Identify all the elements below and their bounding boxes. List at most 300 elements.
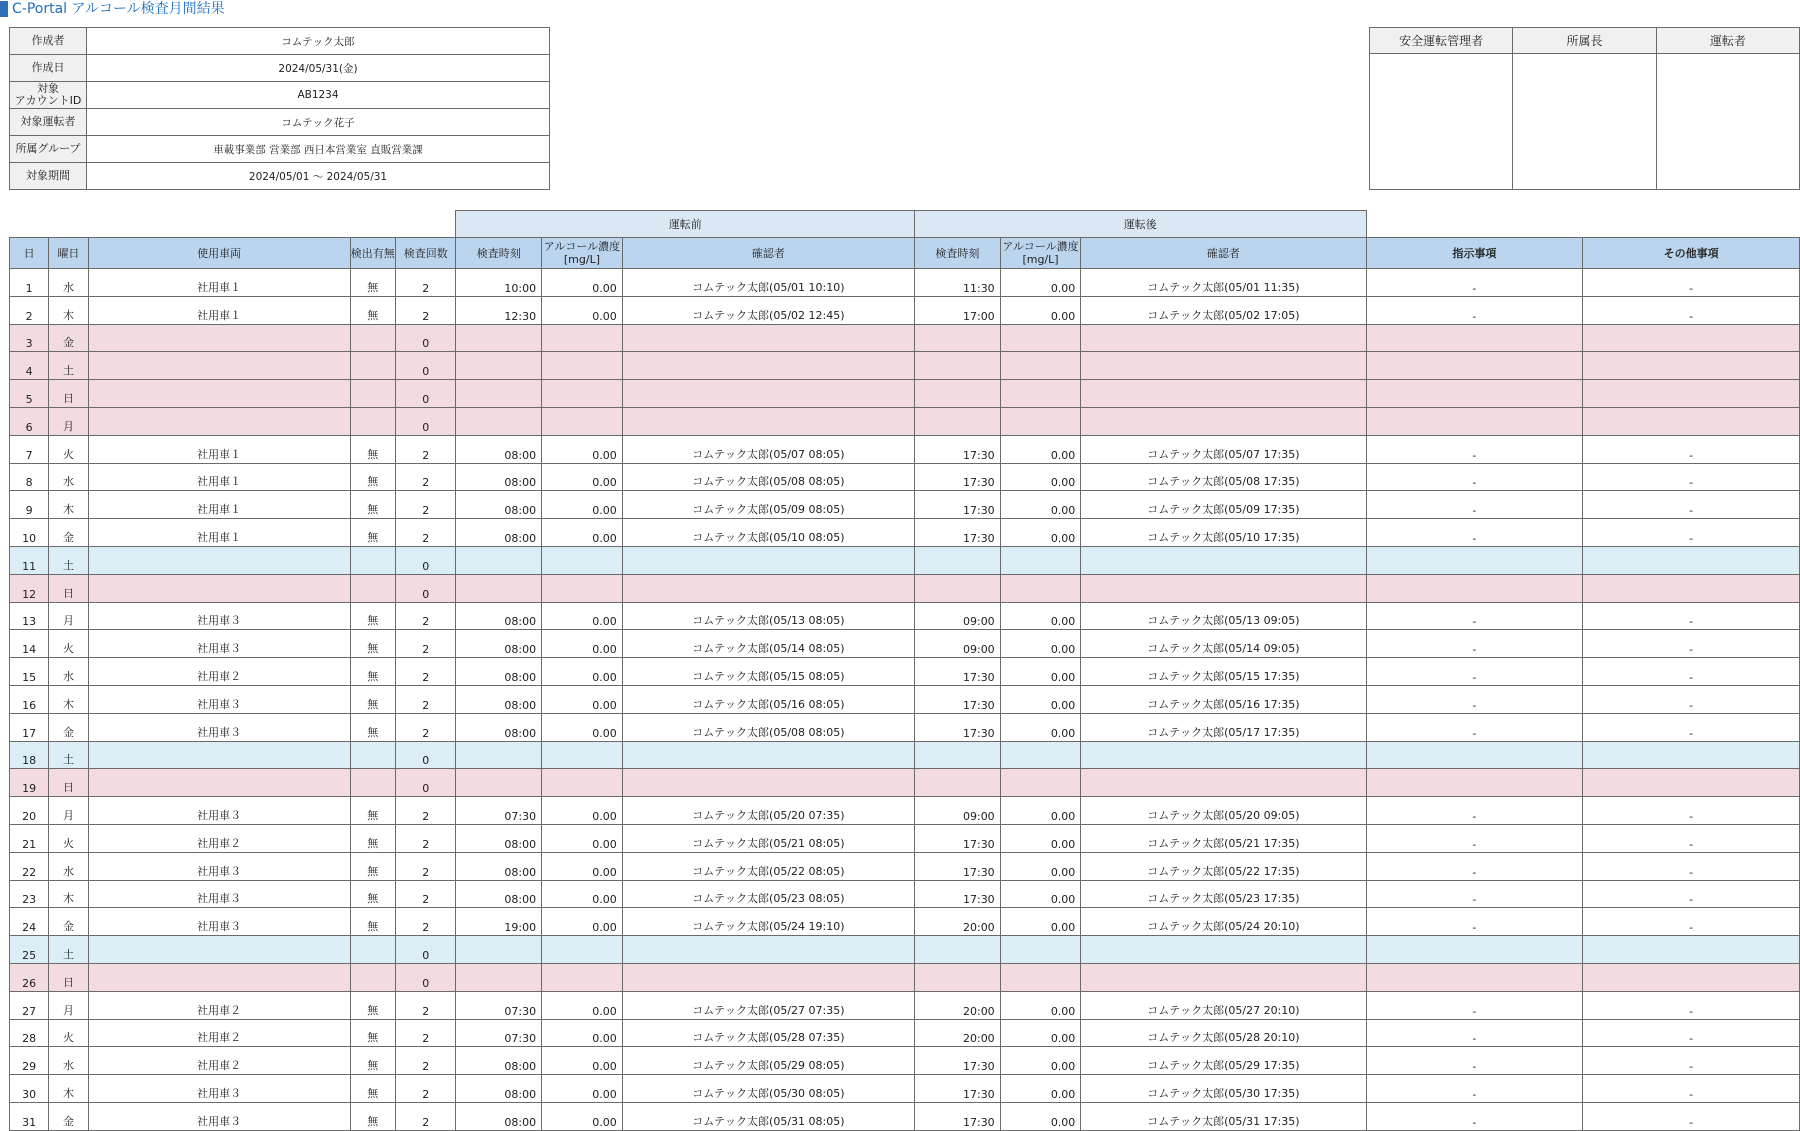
cell-day: 20 xyxy=(10,797,49,825)
table-row xyxy=(10,908,1800,936)
cell-before-time: 08:00 xyxy=(456,630,542,658)
cell-weekday: 土 xyxy=(49,936,88,964)
cell-other: - xyxy=(1583,463,1800,491)
cell-detected xyxy=(350,936,395,964)
cell-before-concentration: 0.00 xyxy=(542,435,623,463)
cell-after-time: 17:30 xyxy=(915,1075,1001,1103)
cell-weekday: 水 xyxy=(49,463,88,491)
cell-weekday: 月 xyxy=(49,797,88,825)
cell-other: - xyxy=(1583,1102,1800,1130)
cell-weekday: 木 xyxy=(49,880,88,908)
cell-detected: 無 xyxy=(350,908,395,936)
cell-other: - xyxy=(1583,991,1800,1019)
cell-vehicle xyxy=(88,407,350,435)
cell-other: - xyxy=(1583,658,1800,686)
table-row xyxy=(10,658,1800,686)
cell-after-checker: コムテック太郎(05/30 17:35) xyxy=(1081,1075,1366,1103)
cell-before-concentration: 0.00 xyxy=(542,797,623,825)
cell-count: 2 xyxy=(395,463,456,491)
info-label: 作成日 xyxy=(10,55,87,82)
cell-after-time: 09:00 xyxy=(915,797,1001,825)
cell-before-time xyxy=(456,407,542,435)
cell-after-time: 17:30 xyxy=(915,658,1001,686)
cell-detected: 無 xyxy=(350,296,395,324)
cell-vehicle: 社用車１ xyxy=(88,519,350,547)
cell-before-concentration: 0.00 xyxy=(542,491,623,519)
cell-instructions: - xyxy=(1366,658,1583,686)
cell-before-concentration: 0.00 xyxy=(542,658,623,686)
cell-weekday: 金 xyxy=(49,519,88,547)
group-header-before-driving: 運転前 xyxy=(456,211,915,238)
table-row xyxy=(10,1019,1800,1047)
cell-vehicle: 社用車３ xyxy=(88,685,350,713)
cell-day: 18 xyxy=(10,741,49,769)
cell-other: - xyxy=(1583,852,1800,880)
cell-before-checker: コムテック太郎(05/07 08:05) xyxy=(622,435,914,463)
cell-before-checker xyxy=(622,352,914,380)
cell-instructions: - xyxy=(1366,630,1583,658)
cell-vehicle: 社用車１ xyxy=(88,435,350,463)
cell-after-concentration xyxy=(1000,546,1081,574)
cell-after-checker xyxy=(1081,741,1366,769)
cell-before-checker: コムテック太郎(05/09 08:05) xyxy=(622,491,914,519)
table-row xyxy=(10,324,1800,352)
cell-weekday: 日 xyxy=(49,769,88,797)
info-value: コムテック太郎 xyxy=(87,28,550,55)
cell-vehicle xyxy=(88,741,350,769)
cell-other: - xyxy=(1583,797,1800,825)
cell-after-time: 17:30 xyxy=(915,519,1001,547)
cell-before-time xyxy=(456,741,542,769)
cell-after-checker: コムテック太郎(05/28 20:10) xyxy=(1081,1019,1366,1047)
cell-vehicle: 社用車３ xyxy=(88,1102,350,1130)
cell-vehicle: 社用車３ xyxy=(88,797,350,825)
cell-instructions xyxy=(1366,407,1583,435)
table-row xyxy=(10,797,1800,825)
table-row xyxy=(10,380,1800,408)
cell-after-checker xyxy=(1081,380,1366,408)
cell-other xyxy=(1583,324,1800,352)
cell-count: 0 xyxy=(395,741,456,769)
report-title-text: C-Portal アルコール検査月間結果 xyxy=(12,1,225,17)
cell-before-checker: コムテック太郎(05/23 08:05) xyxy=(622,880,914,908)
cell-instructions: - xyxy=(1366,296,1583,324)
cell-after-checker: コムテック太郎(05/09 17:35) xyxy=(1081,491,1366,519)
table-row xyxy=(10,963,1800,991)
group-header-after-driving: 運転後 xyxy=(915,211,1367,238)
cell-before-concentration: 0.00 xyxy=(542,463,623,491)
table-row xyxy=(10,352,1800,380)
cell-before-time: 08:00 xyxy=(456,824,542,852)
cell-after-concentration: 0.00 xyxy=(1000,908,1081,936)
cell-day: 5 xyxy=(10,380,49,408)
cell-after-concentration: 0.00 xyxy=(1000,269,1081,297)
stamp-header-department-head: 所属長 xyxy=(1513,28,1656,54)
info-row xyxy=(10,109,550,136)
cell-instructions: - xyxy=(1366,713,1583,741)
cell-vehicle xyxy=(88,936,350,964)
cell-weekday: 月 xyxy=(49,991,88,1019)
table-row xyxy=(10,296,1800,324)
cell-other: - xyxy=(1583,1047,1800,1075)
table-row xyxy=(10,546,1800,574)
col-header-day: 日 xyxy=(10,238,49,269)
cell-after-concentration: 0.00 xyxy=(1000,519,1081,547)
cell-day: 29 xyxy=(10,1047,49,1075)
cell-before-concentration: 0.00 xyxy=(542,991,623,1019)
cell-instructions: - xyxy=(1366,908,1583,936)
cell-before-concentration xyxy=(542,380,623,408)
cell-after-checker xyxy=(1081,963,1366,991)
cell-before-concentration xyxy=(542,574,623,602)
cell-before-concentration: 0.00 xyxy=(542,630,623,658)
cell-before-checker: コムテック太郎(05/29 08:05) xyxy=(622,1047,914,1075)
cell-before-time xyxy=(456,352,542,380)
cell-after-checker: コムテック太郎(05/24 20:10) xyxy=(1081,908,1366,936)
cell-day: 26 xyxy=(10,963,49,991)
info-row xyxy=(10,28,550,55)
cell-count: 2 xyxy=(395,1102,456,1130)
cell-before-time xyxy=(456,546,542,574)
cell-after-concentration: 0.00 xyxy=(1000,685,1081,713)
info-label: 対象運転者 xyxy=(10,109,87,136)
cell-after-time xyxy=(915,936,1001,964)
cell-after-time: 17:00 xyxy=(915,296,1001,324)
cell-after-concentration: 0.00 xyxy=(1000,1019,1081,1047)
col-header-count: 検査回数 xyxy=(395,238,456,269)
cell-instructions: - xyxy=(1366,602,1583,630)
cell-detected xyxy=(350,546,395,574)
cell-vehicle: 社用車２ xyxy=(88,991,350,1019)
table-row xyxy=(10,491,1800,519)
cell-before-time xyxy=(456,574,542,602)
info-row xyxy=(10,55,550,82)
cell-detected: 無 xyxy=(350,991,395,1019)
cell-count: 2 xyxy=(395,685,456,713)
cell-after-checker: コムテック太郎(05/08 17:35) xyxy=(1081,463,1366,491)
cell-before-checker xyxy=(622,546,914,574)
info-value: 車載事業部 営業部 西日本営業室 直販営業課 xyxy=(87,136,550,163)
cell-before-concentration: 0.00 xyxy=(542,602,623,630)
monthly-result-table xyxy=(9,210,1800,1131)
cell-detected xyxy=(350,324,395,352)
cell-vehicle: 社用車１ xyxy=(88,269,350,297)
cell-detected: 無 xyxy=(350,852,395,880)
cell-instructions: - xyxy=(1366,269,1583,297)
cell-before-checker xyxy=(622,324,914,352)
cell-weekday: 木 xyxy=(49,1075,88,1103)
cell-detected xyxy=(350,769,395,797)
cell-before-time: 19:00 xyxy=(456,908,542,936)
col-header-after-concentration: アルコール濃度 [mg/L] xyxy=(1000,238,1081,269)
cell-after-checker: コムテック太郎(05/22 17:35) xyxy=(1081,852,1366,880)
cell-detected xyxy=(350,352,395,380)
col-header-before-time: 検査時刻 xyxy=(456,238,542,269)
cell-before-checker: コムテック太郎(05/02 12:45) xyxy=(622,296,914,324)
cell-day: 24 xyxy=(10,908,49,936)
cell-after-checker: コムテック太郎(05/29 17:35) xyxy=(1081,1047,1366,1075)
cell-after-concentration: 0.00 xyxy=(1000,1047,1081,1075)
cell-detected: 無 xyxy=(350,880,395,908)
info-label: 作成者 xyxy=(10,28,87,55)
cell-before-time xyxy=(456,324,542,352)
cell-after-checker: コムテック太郎(05/31 17:35) xyxy=(1081,1102,1366,1130)
cell-detected: 無 xyxy=(350,1075,395,1103)
col-header-after-time: 検査時刻 xyxy=(915,238,1001,269)
cell-weekday: 木 xyxy=(49,296,88,324)
cell-before-time: 08:00 xyxy=(456,602,542,630)
cell-after-concentration: 0.00 xyxy=(1000,880,1081,908)
cell-after-time: 17:30 xyxy=(915,824,1001,852)
cell-count: 0 xyxy=(395,380,456,408)
cell-other: - xyxy=(1583,269,1800,297)
col-header-before-concentration: アルコール濃度 [mg/L] xyxy=(542,238,623,269)
cell-after-time: 17:30 xyxy=(915,435,1001,463)
cell-after-checker: コムテック太郎(05/20 09:05) xyxy=(1081,797,1366,825)
cell-count: 2 xyxy=(395,797,456,825)
cell-weekday: 金 xyxy=(49,908,88,936)
cell-before-concentration: 0.00 xyxy=(542,908,623,936)
cell-instructions: - xyxy=(1366,852,1583,880)
cell-before-time: 08:00 xyxy=(456,519,542,547)
cell-after-concentration: 0.00 xyxy=(1000,435,1081,463)
approval-stamp-table xyxy=(1369,27,1800,190)
cell-after-time: 17:30 xyxy=(915,491,1001,519)
cell-after-time: 20:00 xyxy=(915,991,1001,1019)
cell-vehicle xyxy=(88,574,350,602)
cell-before-concentration: 0.00 xyxy=(542,713,623,741)
cell-after-time: 17:30 xyxy=(915,1047,1001,1075)
cell-weekday: 火 xyxy=(49,1019,88,1047)
cell-before-checker xyxy=(622,407,914,435)
cell-before-time: 08:00 xyxy=(456,685,542,713)
cell-vehicle: 社用車３ xyxy=(88,1075,350,1103)
cell-day: 6 xyxy=(10,407,49,435)
cell-before-concentration xyxy=(542,352,623,380)
cell-day: 14 xyxy=(10,630,49,658)
cell-other: - xyxy=(1583,296,1800,324)
cell-after-time: 17:30 xyxy=(915,713,1001,741)
cell-day: 10 xyxy=(10,519,49,547)
cell-before-checker: コムテック太郎(05/24 19:10) xyxy=(622,908,914,936)
cell-before-checker: コムテック太郎(05/10 08:05) xyxy=(622,519,914,547)
cell-before-checker xyxy=(622,963,914,991)
cell-detected xyxy=(350,574,395,602)
cell-count: 2 xyxy=(395,1075,456,1103)
info-value: 2024/05/31(金) xyxy=(87,55,550,82)
cell-day: 17 xyxy=(10,713,49,741)
cell-count: 2 xyxy=(395,630,456,658)
cell-other: - xyxy=(1583,824,1800,852)
cell-before-concentration: 0.00 xyxy=(542,880,623,908)
cell-count: 0 xyxy=(395,407,456,435)
report-info-table xyxy=(9,27,550,190)
cell-after-concentration: 0.00 xyxy=(1000,797,1081,825)
cell-instructions xyxy=(1366,741,1583,769)
cell-count: 2 xyxy=(395,602,456,630)
cell-after-concentration: 0.00 xyxy=(1000,713,1081,741)
cell-other xyxy=(1583,963,1800,991)
cell-day: 7 xyxy=(10,435,49,463)
cell-after-checker: コムテック太郎(05/15 17:35) xyxy=(1081,658,1366,686)
cell-count: 2 xyxy=(395,713,456,741)
cell-day: 1 xyxy=(10,269,49,297)
cell-after-concentration xyxy=(1000,741,1081,769)
cell-after-concentration: 0.00 xyxy=(1000,463,1081,491)
table-row xyxy=(10,574,1800,602)
info-row xyxy=(10,136,550,163)
cell-before-concentration: 0.00 xyxy=(542,296,623,324)
cell-before-concentration: 0.00 xyxy=(542,685,623,713)
cell-other xyxy=(1583,380,1800,408)
title-accent-bar xyxy=(0,1,8,17)
cell-other: - xyxy=(1583,713,1800,741)
table-row xyxy=(10,519,1800,547)
table-row xyxy=(10,463,1800,491)
table-row xyxy=(10,1047,1800,1075)
cell-weekday: 日 xyxy=(49,380,88,408)
cell-after-checker xyxy=(1081,352,1366,380)
cell-count: 2 xyxy=(395,658,456,686)
cell-after-time: 09:00 xyxy=(915,630,1001,658)
cell-before-time: 08:00 xyxy=(456,463,542,491)
cell-vehicle: 社用車１ xyxy=(88,463,350,491)
cell-after-checker xyxy=(1081,546,1366,574)
cell-vehicle: 社用車２ xyxy=(88,658,350,686)
cell-day: 2 xyxy=(10,296,49,324)
cell-instructions xyxy=(1366,574,1583,602)
cell-weekday: 月 xyxy=(49,602,88,630)
cell-day: 16 xyxy=(10,685,49,713)
info-row xyxy=(10,163,550,190)
cell-before-concentration: 0.00 xyxy=(542,1102,623,1130)
cell-detected: 無 xyxy=(350,713,395,741)
cell-before-checker: コムテック太郎(05/01 10:10) xyxy=(622,269,914,297)
cell-before-time: 08:00 xyxy=(456,1047,542,1075)
cell-before-checker: コムテック太郎(05/28 07:35) xyxy=(622,1019,914,1047)
cell-before-time: 08:00 xyxy=(456,713,542,741)
cell-detected: 無 xyxy=(350,1047,395,1075)
cell-before-checker: コムテック太郎(05/08 08:05) xyxy=(622,463,914,491)
cell-weekday: 日 xyxy=(49,963,88,991)
cell-weekday: 土 xyxy=(49,546,88,574)
cell-detected xyxy=(350,963,395,991)
cell-day: 22 xyxy=(10,852,49,880)
cell-after-concentration: 0.00 xyxy=(1000,1102,1081,1130)
table-row xyxy=(10,991,1800,1019)
stamp-box-driver[interactable] xyxy=(1656,54,1799,190)
cell-detected: 無 xyxy=(350,435,395,463)
cell-after-checker: コムテック太郎(05/21 17:35) xyxy=(1081,824,1366,852)
cell-day: 28 xyxy=(10,1019,49,1047)
cell-vehicle: 社用車３ xyxy=(88,713,350,741)
table-row xyxy=(10,824,1800,852)
cell-before-checker: コムテック太郎(05/13 08:05) xyxy=(622,602,914,630)
cell-weekday: 木 xyxy=(49,685,88,713)
cell-before-checker: コムテック太郎(05/22 08:05) xyxy=(622,852,914,880)
cell-count: 2 xyxy=(395,435,456,463)
cell-before-concentration xyxy=(542,546,623,574)
cell-count: 2 xyxy=(395,1019,456,1047)
cell-vehicle: 社用車３ xyxy=(88,630,350,658)
cell-detected xyxy=(350,741,395,769)
cell-after-checker: コムテック太郎(05/07 17:35) xyxy=(1081,435,1366,463)
cell-after-checker xyxy=(1081,574,1366,602)
cell-other: - xyxy=(1583,630,1800,658)
info-label: 所属グループ xyxy=(10,136,87,163)
cell-count: 2 xyxy=(395,824,456,852)
cell-count: 2 xyxy=(395,852,456,880)
cell-day: 27 xyxy=(10,991,49,1019)
cell-detected xyxy=(350,407,395,435)
cell-before-time: 08:00 xyxy=(456,491,542,519)
cell-other xyxy=(1583,741,1800,769)
cell-before-checker xyxy=(622,769,914,797)
cell-after-time: 17:30 xyxy=(915,880,1001,908)
cell-day: 3 xyxy=(10,324,49,352)
cell-detected: 無 xyxy=(350,1019,395,1047)
cell-detected xyxy=(350,380,395,408)
stamp-box-safety-manager[interactable] xyxy=(1370,54,1513,190)
info-value: 2024/05/01 ～ 2024/05/31 xyxy=(87,163,550,190)
cell-before-checker: コムテック太郎(05/16 08:05) xyxy=(622,685,914,713)
table-row xyxy=(10,852,1800,880)
cell-count: 0 xyxy=(395,546,456,574)
cell-before-checker xyxy=(622,574,914,602)
cell-instructions: - xyxy=(1366,1047,1583,1075)
cell-after-concentration: 0.00 xyxy=(1000,296,1081,324)
cell-before-checker: コムテック太郎(05/08 08:05) xyxy=(622,713,914,741)
cell-before-time: 08:00 xyxy=(456,880,542,908)
cell-before-concentration: 0.00 xyxy=(542,269,623,297)
cell-day: 30 xyxy=(10,1075,49,1103)
stamp-box-department-head[interactable] xyxy=(1513,54,1656,190)
cell-after-checker: コムテック太郎(05/10 17:35) xyxy=(1081,519,1366,547)
cell-before-checker: コムテック太郎(05/30 08:05) xyxy=(622,1075,914,1103)
cell-weekday: 月 xyxy=(49,407,88,435)
cell-day: 19 xyxy=(10,769,49,797)
cell-after-checker: コムテック太郎(05/27 20:10) xyxy=(1081,991,1366,1019)
cell-before-concentration: 0.00 xyxy=(542,824,623,852)
cell-after-checker: コムテック太郎(05/14 09:05) xyxy=(1081,630,1366,658)
cell-after-checker: コムテック太郎(05/17 17:35) xyxy=(1081,713,1366,741)
cell-detected: 無 xyxy=(350,269,395,297)
cell-day: 31 xyxy=(10,1102,49,1130)
cell-after-time xyxy=(915,546,1001,574)
cell-weekday: 水 xyxy=(49,658,88,686)
cell-instructions: - xyxy=(1366,463,1583,491)
cell-instructions xyxy=(1366,963,1583,991)
cell-after-time: 11:30 xyxy=(915,269,1001,297)
cell-detected: 無 xyxy=(350,797,395,825)
cell-after-checker: コムテック太郎(05/23 17:35) xyxy=(1081,880,1366,908)
cell-after-time: 17:30 xyxy=(915,463,1001,491)
stamp-header-safety-manager: 安全運転管理者 xyxy=(1370,28,1513,54)
cell-after-checker: コムテック太郎(05/02 17:05) xyxy=(1081,296,1366,324)
cell-after-checker xyxy=(1081,769,1366,797)
info-value: コムテック花子 xyxy=(87,109,550,136)
cell-after-time xyxy=(915,574,1001,602)
cell-other xyxy=(1583,352,1800,380)
cell-after-time: 17:30 xyxy=(915,685,1001,713)
cell-before-concentration xyxy=(542,963,623,991)
cell-before-time: 08:00 xyxy=(456,658,542,686)
cell-after-checker xyxy=(1081,407,1366,435)
cell-other: - xyxy=(1583,685,1800,713)
cell-vehicle: 社用車２ xyxy=(88,1019,350,1047)
cell-other: - xyxy=(1583,1075,1800,1103)
info-row xyxy=(10,82,550,109)
